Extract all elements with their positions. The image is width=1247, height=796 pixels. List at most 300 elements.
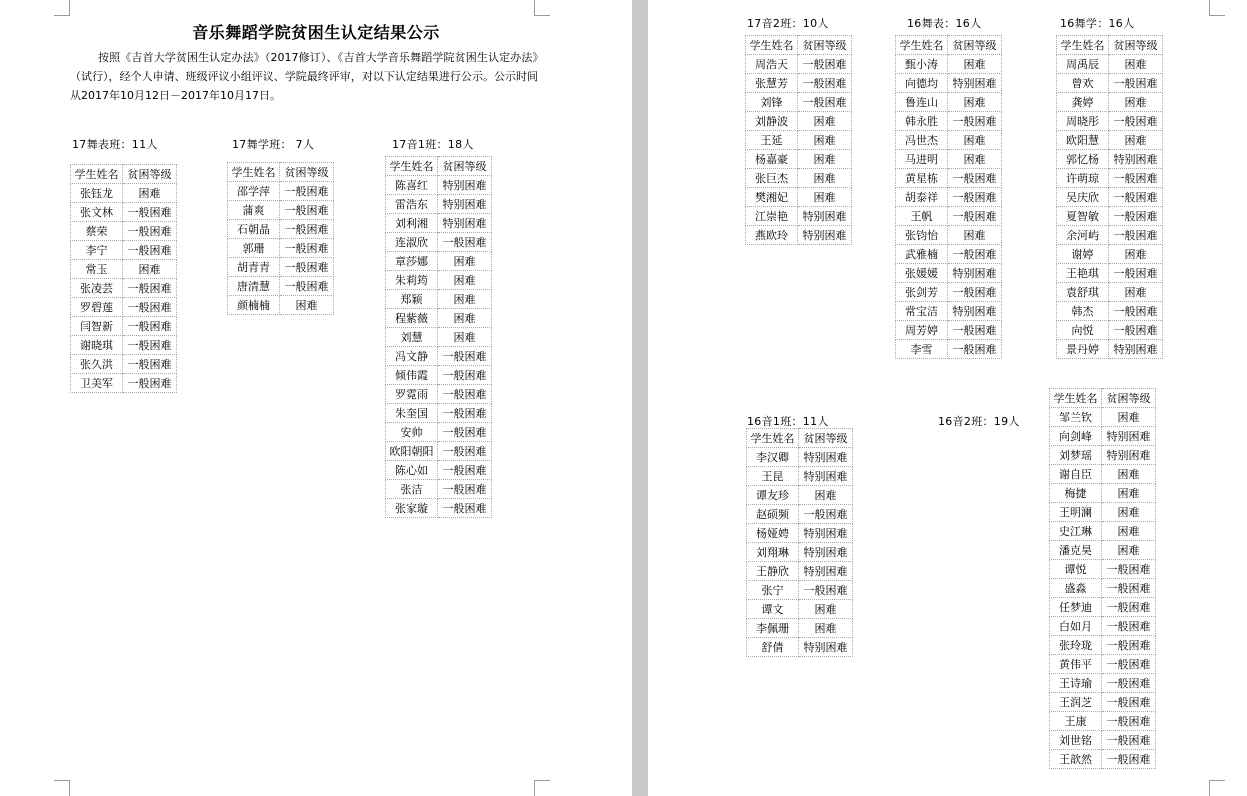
table-row	[747, 600, 853, 619]
header-student-name: 学生姓名	[386, 157, 438, 176]
student-name-cell: 倾伟霞	[386, 366, 438, 385]
document-page-2	[648, 0, 1247, 796]
poverty-level-cell: 一般困难	[1102, 655, 1156, 674]
student-name-cell: 向悦	[1057, 321, 1109, 340]
student-name-cell: 谭文	[747, 600, 799, 619]
poverty-level-cell: 困难	[1102, 465, 1156, 484]
margin-corner-mark	[54, 0, 70, 16]
table-row	[386, 366, 492, 385]
student-name-cell: 颜楠楠	[228, 296, 280, 315]
table-row	[386, 195, 492, 214]
poverty-level-cell: 一般困难	[948, 321, 1002, 340]
table-row	[1050, 541, 1156, 560]
poverty-level-cell: 一般困难	[438, 385, 492, 404]
poverty-level-cell: 特别困难	[1109, 340, 1163, 359]
poverty-level-cell: 一般困难	[1109, 112, 1163, 131]
poverty-level-cell: 特别困难	[948, 302, 1002, 321]
student-name-cell: 陈喜红	[386, 176, 438, 195]
table-row	[1057, 169, 1163, 188]
poverty-level-cell: 一般困难	[438, 442, 492, 461]
student-name-cell: 刘锋	[746, 93, 798, 112]
student-name-cell: 陈心如	[386, 461, 438, 480]
poverty-level-cell: 一般困难	[1102, 674, 1156, 693]
poverty-level-cell: 困难	[438, 309, 492, 328]
table-row	[71, 260, 177, 279]
student-name-cell: 张凌芸	[71, 279, 123, 298]
table-row	[1050, 465, 1156, 484]
class-label-17y1: 17音1班：18人	[392, 138, 474, 151]
table-row	[896, 150, 1002, 169]
student-name-cell: 任梦迪	[1050, 598, 1102, 617]
table-row	[71, 355, 177, 374]
student-name-cell: 卫美军	[71, 374, 123, 393]
table-row	[386, 404, 492, 423]
table-header-row	[71, 165, 177, 184]
header-student-name: 学生姓名	[747, 429, 799, 448]
table-row	[896, 112, 1002, 131]
poverty-level-cell: 一般困难	[438, 404, 492, 423]
poverty-level-cell: 一般困难	[123, 317, 177, 336]
poverty-level-cell: 一般困难	[1109, 74, 1163, 93]
student-name-cell: 王康	[1050, 712, 1102, 731]
poverty-level-cell: 困难	[280, 296, 334, 315]
table-row	[746, 131, 852, 150]
table-row	[1050, 598, 1156, 617]
student-name-cell: 张洁	[386, 480, 438, 499]
table-row	[746, 112, 852, 131]
student-name-cell: 龚婷	[1057, 93, 1109, 112]
poverty-level-cell: 一般困难	[1109, 226, 1163, 245]
table-row	[1057, 245, 1163, 264]
table-row	[1050, 484, 1156, 503]
table-header-row	[1057, 36, 1163, 55]
table-row	[386, 461, 492, 480]
table-row	[896, 283, 1002, 302]
student-name-cell: 景丹婷	[1057, 340, 1109, 359]
student-name-cell: 罗碧莲	[71, 298, 123, 317]
table-row	[896, 131, 1002, 150]
poverty-level-cell: 一般困难	[123, 203, 177, 222]
class-table-16wx	[1056, 35, 1163, 359]
student-name-cell: 安帅	[386, 423, 438, 442]
table-row	[896, 74, 1002, 93]
student-name-cell: 王歆然	[1050, 750, 1102, 769]
student-name-cell: 江崇艳	[746, 207, 798, 226]
margin-corner-mark	[534, 0, 550, 16]
table-row	[1057, 131, 1163, 150]
student-name-cell: 罗霓雨	[386, 385, 438, 404]
table-row	[386, 328, 492, 347]
student-name-cell: 欧阳朝阳	[386, 442, 438, 461]
table-row	[1050, 750, 1156, 769]
table-row	[747, 638, 853, 657]
student-name-cell: 谢晓琪	[71, 336, 123, 355]
poverty-level-cell: 一般困难	[948, 169, 1002, 188]
class-label-17y2: 17音2班：10人	[747, 17, 829, 30]
table-row	[71, 279, 177, 298]
page-gutter	[632, 0, 648, 796]
table-row	[386, 347, 492, 366]
class-table-16wb	[895, 35, 1002, 359]
student-name-cell: 张媛媛	[896, 264, 948, 283]
poverty-level-cell: 一般困难	[438, 480, 492, 499]
poverty-level-cell: 一般困难	[1102, 750, 1156, 769]
student-name-cell: 刘世铭	[1050, 731, 1102, 750]
poverty-level-cell: 一般困难	[438, 423, 492, 442]
table-row	[896, 226, 1002, 245]
student-name-cell: 周禹辰	[1057, 55, 1109, 74]
student-name-cell: 欧阳慧	[1057, 131, 1109, 150]
student-name-cell: 盛淼	[1050, 579, 1102, 598]
table-row	[71, 374, 177, 393]
table-row	[746, 150, 852, 169]
student-name-cell: 王静欣	[747, 562, 799, 581]
poverty-level-cell: 困难	[799, 600, 853, 619]
student-name-cell: 杨娅娉	[747, 524, 799, 543]
table-row	[228, 182, 334, 201]
table-header-row	[1050, 389, 1156, 408]
student-name-cell: 袁舒琪	[1057, 283, 1109, 302]
student-name-cell: 白如月	[1050, 617, 1102, 636]
student-name-cell: 李佩珊	[747, 619, 799, 638]
table-header-row	[896, 36, 1002, 55]
table-row	[1057, 188, 1163, 207]
student-name-cell: 韩永胜	[896, 112, 948, 131]
poverty-level-cell: 困难	[798, 188, 852, 207]
poverty-level-cell: 特别困难	[1109, 150, 1163, 169]
table-header-row	[386, 157, 492, 176]
poverty-level-cell: 一般困难	[123, 355, 177, 374]
poverty-level-cell: 特别困难	[1102, 446, 1156, 465]
poverty-level-cell: 一般困难	[1102, 712, 1156, 731]
poverty-level-cell: 特别困难	[438, 214, 492, 233]
student-name-cell: 常宝洁	[896, 302, 948, 321]
poverty-level-cell: 一般困难	[1109, 302, 1163, 321]
table-row	[1057, 93, 1163, 112]
student-name-cell: 谢自臣	[1050, 465, 1102, 484]
table-row	[228, 258, 334, 277]
student-name-cell: 张宁	[747, 581, 799, 600]
table-row	[896, 264, 1002, 283]
table-row	[747, 505, 853, 524]
poverty-level-cell: 一般困难	[1109, 207, 1163, 226]
table-row	[1057, 226, 1163, 245]
student-name-cell: 吴庆欣	[1057, 188, 1109, 207]
poverty-level-cell: 一般困难	[1109, 321, 1163, 340]
class-label-17wb: 17舞表班：11人	[72, 138, 158, 151]
margin-corner-mark	[534, 780, 550, 796]
table-row	[896, 169, 1002, 188]
poverty-level-cell: 一般困难	[1102, 598, 1156, 617]
table-row	[1057, 112, 1163, 131]
class-label-16y1: 16音1班：11人	[747, 415, 829, 428]
poverty-level-cell: 一般困难	[438, 499, 492, 518]
poverty-level-cell: 一般困难	[948, 188, 1002, 207]
student-name-cell: 黄伟平	[1050, 655, 1102, 674]
poverty-level-cell: 一般困难	[123, 336, 177, 355]
table-row	[1050, 636, 1156, 655]
table-header-row	[228, 163, 334, 182]
student-name-cell: 赵硕频	[747, 505, 799, 524]
table-row	[386, 214, 492, 233]
table-row	[896, 245, 1002, 264]
table-row	[896, 321, 1002, 340]
poverty-level-cell: 一般困难	[280, 220, 334, 239]
poverty-level-cell: 困难	[438, 271, 492, 290]
poverty-level-cell: 困难	[1102, 522, 1156, 541]
class-label-16wb: 16舞表：16人	[907, 17, 982, 30]
student-name-cell: 舒倩	[747, 638, 799, 657]
header-poverty-level: 贫困等级	[799, 429, 853, 448]
table-row	[71, 336, 177, 355]
poverty-level-cell: 特别困难	[799, 543, 853, 562]
poverty-level-cell: 特别困难	[438, 176, 492, 195]
poverty-level-cell: 一般困难	[280, 239, 334, 258]
table-row	[896, 302, 1002, 321]
student-name-cell: 刘利湘	[386, 214, 438, 233]
table-row	[747, 524, 853, 543]
table-row	[1050, 731, 1156, 750]
student-name-cell: 章莎娜	[386, 252, 438, 271]
poverty-level-cell: 一般困难	[438, 366, 492, 385]
table-row	[747, 448, 853, 467]
student-name-cell: 李雪	[896, 340, 948, 359]
poverty-level-cell: 困难	[948, 93, 1002, 112]
poverty-level-cell: 困难	[799, 486, 853, 505]
student-name-cell: 史江琳	[1050, 522, 1102, 541]
student-name-cell: 梅捷	[1050, 484, 1102, 503]
intro-paragraph: 按照《吉首大学贫困生认定办法》（2017修订）、《吉首大学音乐舞蹈学院贫困生认定办法》（试行），经个人申请、班级评议小组评议、学院最终评审，对以下认定结果进行公示。公示时间从2017年10月12日－2017年10月17日。	[70, 51, 538, 102]
poverty-level-cell: 一般困难	[280, 182, 334, 201]
poverty-level-cell: 困难	[438, 252, 492, 271]
table-row	[1057, 302, 1163, 321]
class-table-17wx	[227, 162, 334, 315]
poverty-level-cell: 困难	[438, 290, 492, 309]
student-name-cell: 张钧怡	[896, 226, 948, 245]
poverty-level-cell: 一般困难	[1109, 264, 1163, 283]
poverty-level-cell: 困难	[1109, 131, 1163, 150]
student-name-cell: 蔡荣	[71, 222, 123, 241]
poverty-level-cell: 困难	[1102, 503, 1156, 522]
table-row	[1050, 712, 1156, 731]
poverty-level-cell: 一般困难	[798, 93, 852, 112]
student-name-cell: 张玲珑	[1050, 636, 1102, 655]
table-row	[386, 499, 492, 518]
poverty-level-cell: 一般困难	[1102, 579, 1156, 598]
student-name-cell: 胡泰祥	[896, 188, 948, 207]
table-row	[746, 188, 852, 207]
table-row	[747, 467, 853, 486]
poverty-level-cell: 困难	[1109, 283, 1163, 302]
student-name-cell: 夏智敏	[1057, 207, 1109, 226]
student-name-cell: 燕欧玲	[746, 226, 798, 245]
header-poverty-level: 贫困等级	[798, 36, 852, 55]
student-name-cell: 周浩天	[746, 55, 798, 74]
table-row	[896, 55, 1002, 74]
class-table-16y1	[746, 428, 853, 657]
student-name-cell: 张慧芳	[746, 74, 798, 93]
table-row	[1057, 340, 1163, 359]
student-name-cell: 郭珊	[228, 239, 280, 258]
student-name-cell: 雷浩东	[386, 195, 438, 214]
student-name-cell: 冯世杰	[896, 131, 948, 150]
header-poverty-level: 贫困等级	[123, 165, 177, 184]
poverty-level-cell: 困难	[1102, 408, 1156, 427]
table-row	[386, 385, 492, 404]
poverty-level-cell: 一般困难	[1109, 169, 1163, 188]
student-name-cell: 闫智新	[71, 317, 123, 336]
poverty-level-cell: 困难	[798, 131, 852, 150]
student-name-cell: 李宁	[71, 241, 123, 260]
table-row	[1050, 522, 1156, 541]
header-poverty-level: 贫困等级	[438, 157, 492, 176]
student-name-cell: 王帆	[896, 207, 948, 226]
poverty-level-cell: 困难	[1102, 484, 1156, 503]
student-name-cell: 张钰龙	[71, 184, 123, 203]
student-name-cell: 向剑峰	[1050, 427, 1102, 446]
table-row	[1050, 427, 1156, 446]
student-name-cell: 王明澜	[1050, 503, 1102, 522]
poverty-level-cell: 一般困难	[1102, 560, 1156, 579]
poverty-level-cell: 一般困难	[948, 112, 1002, 131]
table-row	[386, 423, 492, 442]
student-name-cell: 刘梦瑶	[1050, 446, 1102, 465]
table-row	[747, 562, 853, 581]
student-name-cell: 石朝晶	[228, 220, 280, 239]
poverty-level-cell: 一般困难	[1102, 731, 1156, 750]
student-name-cell: 蒲爽	[228, 201, 280, 220]
class-label-16y2: 16音2班：19人	[938, 415, 1020, 428]
table-row	[1057, 321, 1163, 340]
poverty-level-cell: 一般困难	[1102, 636, 1156, 655]
margin-corner-mark	[1209, 0, 1225, 16]
table-row	[1050, 560, 1156, 579]
student-name-cell: 谭友珍	[747, 486, 799, 505]
table-row	[746, 226, 852, 245]
poverty-level-cell: 困难	[798, 150, 852, 169]
student-name-cell: 邹兰钦	[1050, 408, 1102, 427]
poverty-level-cell: 一般困难	[948, 245, 1002, 264]
poverty-level-cell: 特别困难	[799, 448, 853, 467]
student-name-cell: 王润芝	[1050, 693, 1102, 712]
poverty-level-cell: 特别困难	[798, 226, 852, 245]
student-name-cell: 张久洪	[71, 355, 123, 374]
poverty-level-cell: 一般困难	[123, 298, 177, 317]
student-name-cell: 冯文静	[386, 347, 438, 366]
student-name-cell: 张家璇	[386, 499, 438, 518]
poverty-level-cell: 一般困难	[1102, 693, 1156, 712]
table-row	[747, 581, 853, 600]
student-name-cell: 郭忆杨	[1057, 150, 1109, 169]
student-name-cell: 刘慧	[386, 328, 438, 347]
class-label-16wx: 16舞学：16人	[1060, 17, 1135, 30]
table-row	[1057, 264, 1163, 283]
table-row	[1057, 207, 1163, 226]
table-row	[228, 277, 334, 296]
table-row	[386, 442, 492, 461]
student-name-cell: 谢婷	[1057, 245, 1109, 264]
table-row	[71, 298, 177, 317]
header-student-name: 学生姓名	[746, 36, 798, 55]
poverty-level-cell: 一般困难	[948, 340, 1002, 359]
table-row	[1050, 446, 1156, 465]
poverty-level-cell: 一般困难	[798, 55, 852, 74]
student-name-cell: 王延	[746, 131, 798, 150]
student-name-cell: 张巨杰	[746, 169, 798, 188]
poverty-level-cell: 特别困难	[799, 638, 853, 657]
poverty-level-cell: 一般困难	[438, 233, 492, 252]
student-name-cell: 杨嘉豪	[746, 150, 798, 169]
poverty-level-cell: 特别困难	[799, 524, 853, 543]
table-row	[1057, 150, 1163, 169]
poverty-level-cell: 一般困难	[280, 258, 334, 277]
table-row	[386, 271, 492, 290]
margin-corner-mark	[1209, 780, 1225, 796]
poverty-level-cell: 困难	[1109, 55, 1163, 74]
student-name-cell: 刘翔琳	[747, 543, 799, 562]
student-name-cell: 朱奎国	[386, 404, 438, 423]
table-row	[1050, 579, 1156, 598]
table-row	[746, 55, 852, 74]
table-row	[747, 486, 853, 505]
poverty-level-cell: 困难	[799, 619, 853, 638]
table-row	[746, 74, 852, 93]
poverty-level-cell: 困难	[948, 150, 1002, 169]
poverty-level-cell: 困难	[948, 55, 1002, 74]
student-name-cell: 曾欢	[1057, 74, 1109, 93]
poverty-level-cell: 特别困难	[948, 264, 1002, 283]
poverty-level-cell: 特别困难	[948, 74, 1002, 93]
table-row	[1050, 617, 1156, 636]
poverty-level-cell: 一般困难	[1102, 617, 1156, 636]
student-name-cell: 王诗瑜	[1050, 674, 1102, 693]
poverty-level-cell: 一般困难	[123, 374, 177, 393]
student-name-cell: 周芳婷	[896, 321, 948, 340]
table-row	[1057, 74, 1163, 93]
student-name-cell: 许萌琼	[1057, 169, 1109, 188]
poverty-level-cell: 困难	[123, 184, 177, 203]
table-row	[1050, 655, 1156, 674]
student-name-cell: 李汉卿	[747, 448, 799, 467]
table-row	[386, 480, 492, 499]
student-name-cell: 连淑欣	[386, 233, 438, 252]
header-poverty-level: 贫困等级	[1102, 389, 1156, 408]
table-row	[896, 207, 1002, 226]
poverty-level-cell: 一般困难	[123, 241, 177, 260]
table-row	[228, 239, 334, 258]
table-row	[747, 619, 853, 638]
header-poverty-level: 贫困等级	[280, 163, 334, 182]
table-row	[386, 176, 492, 195]
student-name-cell: 郑颖	[386, 290, 438, 309]
table-row	[896, 188, 1002, 207]
table-row	[386, 290, 492, 309]
poverty-level-cell: 一般困难	[280, 201, 334, 220]
class-table-17y2	[745, 35, 852, 245]
student-name-cell: 余河屿	[1057, 226, 1109, 245]
header-student-name: 学生姓名	[1057, 36, 1109, 55]
student-name-cell: 鲁连山	[896, 93, 948, 112]
student-name-cell: 程紫薇	[386, 309, 438, 328]
poverty-level-cell: 困难	[1109, 245, 1163, 264]
table-row	[1050, 408, 1156, 427]
class-table-17y1	[385, 156, 492, 518]
student-name-cell: 潘克昊	[1050, 541, 1102, 560]
table-row	[386, 309, 492, 328]
table-header-row	[746, 36, 852, 55]
poverty-level-cell: 一般困难	[123, 279, 177, 298]
table-row	[386, 233, 492, 252]
